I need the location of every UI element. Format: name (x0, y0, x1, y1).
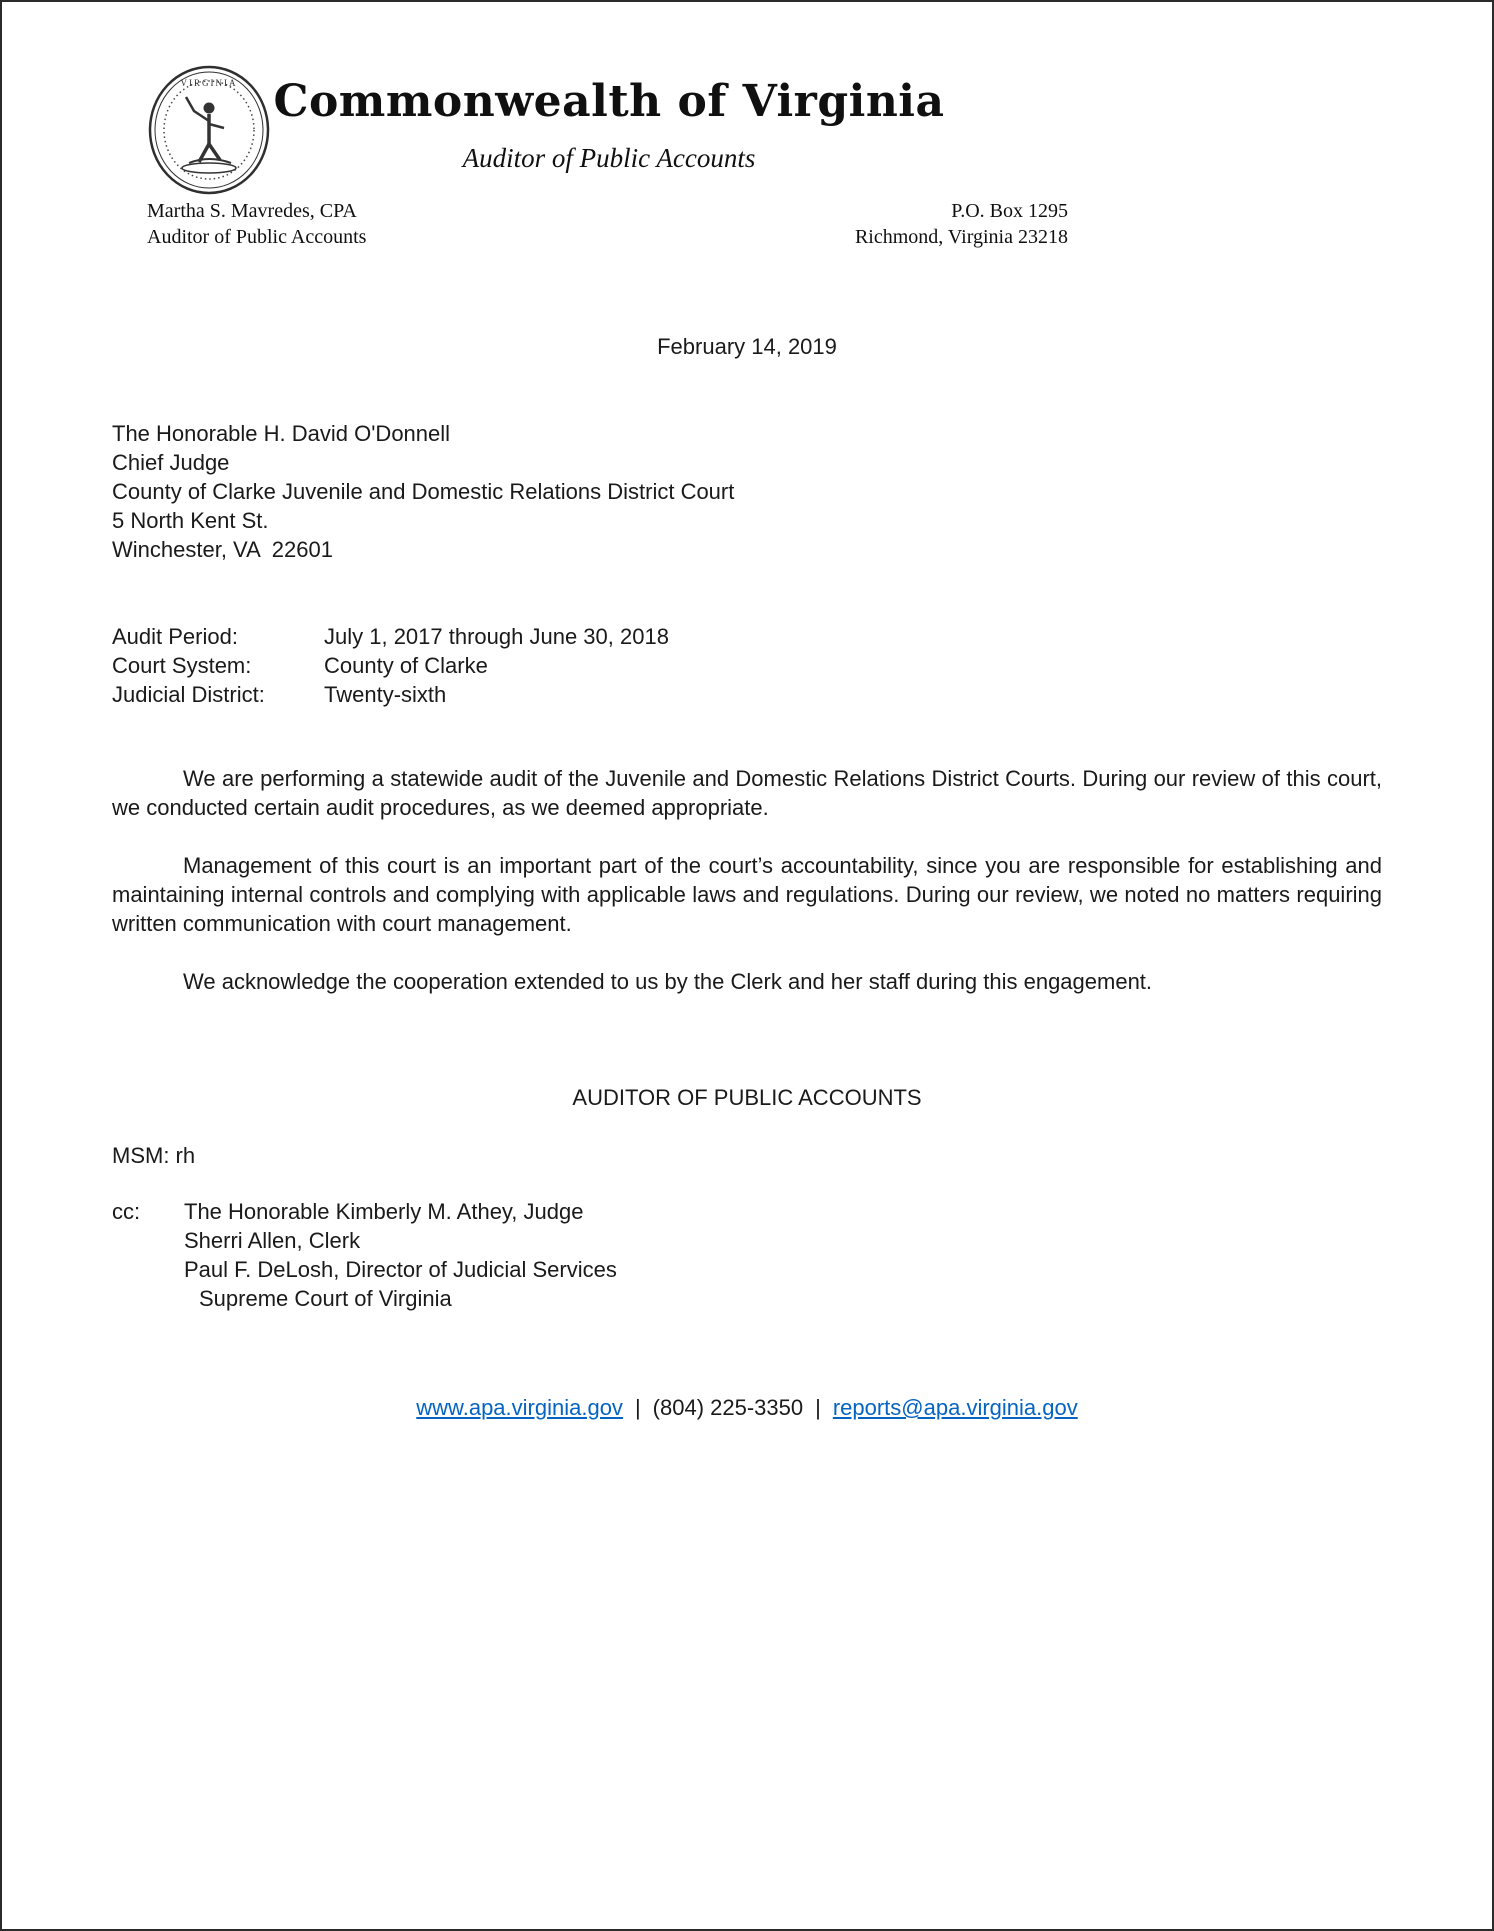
audit-details (112, 622, 1382, 709)
city-state-zip: Richmond, Virginia 23218 (854, 226, 1068, 248)
recipient-address-block (112, 419, 1382, 564)
letter-body (2, 332, 1492, 1422)
footer-separator: | (815, 1395, 821, 1420)
reference-initials: MSM: rh (112, 1143, 196, 1168)
cc-block (112, 1197, 1382, 1313)
cc-recipient: The Honorable Kimberly M. Athey, Judge (184, 1199, 584, 1224)
cc-recipient-org: Supreme Court of Virginia (199, 1286, 452, 1311)
website-link[interactable]: www.apa.virginia.gov (416, 1395, 623, 1420)
office-address-block (855, 198, 1068, 250)
seal-text: VIRGINIA (180, 78, 238, 88)
org-name: Commonwealth of Virginia (273, 76, 945, 127)
cc-recipient: Paul F. DeLosh, Director of Judicial Services (184, 1257, 617, 1282)
official-name: Martha S. Mavredes, CPA (147, 200, 357, 222)
cc-names (184, 1197, 1382, 1313)
org-subtitle: Auditor of Public Accounts (462, 143, 756, 173)
po-box: P.O. Box 1295 (951, 200, 1068, 222)
judicial-district-label: Judicial District: (112, 682, 265, 707)
signature-org: AUDITOR OF PUBLIC ACCOUNTS (572, 1085, 922, 1110)
body-paragraph: We are performing a statewide audit of the Juvenile and Domestic Relations District Courts. During our review of this court, we conducted certain audit procedures, as we deemed appropriate. (112, 766, 1382, 820)
audit-period-value: July 1, 2017 through June 30, 2018 (324, 624, 669, 649)
judicial-district-value: Twenty-sixth (324, 682, 447, 707)
email-link[interactable]: reports@apa.virginia.gov (832, 1395, 1078, 1420)
recipient-title: Chief Judge (112, 450, 230, 475)
recipient-street: 5 North Kent St. (112, 508, 269, 533)
footer-separator: | (634, 1395, 641, 1420)
body-paragraph: Management of this court is an important part of the court’s accountability, since you are responsible for establishing and maintaining internal controls and complying with applicable laws and regulations. During our review, we noted no matters requiring written communication with court management. (112, 853, 1382, 936)
letterhead-title-block (2, 76, 1216, 174)
letterhead (2, 2, 1492, 252)
letter-date: February 14, 2019 (657, 334, 837, 359)
official-title: Auditor of Public Accounts (147, 226, 367, 248)
footer-contact-line (112, 1393, 1382, 1422)
recipient-city-state-zip: Winchester, VA 22601 (112, 537, 333, 562)
audit-period-label: Audit Period: (112, 624, 238, 649)
recipient-name: The Honorable H. David O'Donnell (112, 421, 451, 446)
body-paragraph: We acknowledge the cooperation extended to us by the Clerk and her staff during this engagement. (183, 969, 1153, 994)
letterhead-contact-row (147, 198, 1068, 250)
phone-number: (804) 225-3350 (652, 1395, 804, 1420)
cc-label: cc: (112, 1199, 141, 1224)
court-system-value: County of Clarke (324, 653, 488, 678)
official-block (147, 198, 366, 250)
court-system-label: Court System: (112, 653, 252, 678)
cc-recipient: Sherri Allen, Clerk (184, 1228, 361, 1253)
recipient-court: County of Clarke Juvenile and Domestic Relations District Court (112, 479, 735, 504)
